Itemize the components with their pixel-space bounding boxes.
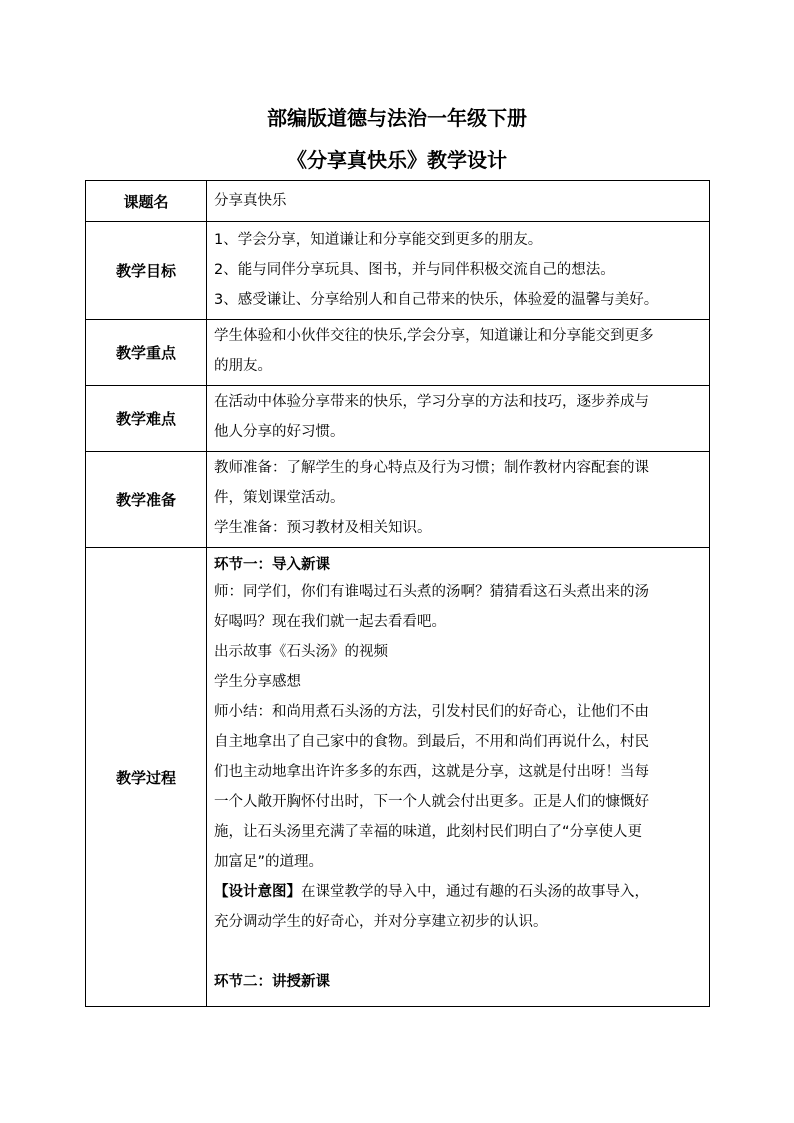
- row-key-points: [86, 320, 710, 386]
- process-line: 一个人敞开胸怀付出时，下一个人就会付出更多。正是人们的慷慨好: [214, 794, 649, 810]
- preparation-label: 教学准备: [86, 452, 207, 548]
- section2-heading: 环节二：讲授新课: [214, 974, 330, 990]
- difficulties-label: 教学难点: [86, 386, 207, 452]
- document-subtitle: 《分享真快乐》教学设计: [287, 148, 507, 172]
- process-line: 好喝吗？现在我们就一起去看看吧。: [214, 614, 446, 630]
- process-line: 自主地拿出了自己家中的食物。到最后，不用和尚们再说什么，村民: [214, 734, 649, 750]
- goals-content: [207, 222, 710, 320]
- design-intent-tag: 【设计意图】: [214, 884, 301, 900]
- preparation-line: 件，策划课堂活动。: [214, 490, 345, 506]
- key-points-content: [207, 320, 710, 386]
- lesson-plan-table: [85, 180, 710, 1007]
- difficulties-line: 在活动中体验分享带来的快乐，学习分享的方法和技巧，逐步养成与: [214, 394, 649, 410]
- design-intent-line: [214, 877, 703, 907]
- row-difficulties: [86, 386, 710, 452]
- key-points-label: 教学重点: [86, 320, 207, 386]
- row-preparation: [86, 452, 710, 548]
- topic-label: 课题名: [86, 181, 207, 222]
- process-line: 们也主动地拿出许许多多的东西，这就是分享，这就是付出呀！当每: [214, 764, 649, 780]
- process-line: 师：同学们，你们有谁喝过石头煮的汤啊？猜猜看这石头煮出来的汤: [214, 584, 649, 600]
- process-line: 加富足”的道理。: [214, 854, 324, 870]
- preparation-content: [207, 452, 710, 548]
- difficulties-content: [207, 386, 710, 452]
- preparation-line: 教师准备：了解学生的身心特点及行为习惯；制作教材内容配套的课: [214, 460, 649, 476]
- difficulties-line: 他人分享的好习惯。: [214, 424, 345, 440]
- process-content: [207, 548, 710, 1007]
- process-line: 师小结：和尚用煮石头汤的方法，引发村民们的好奇心，让他们不由: [214, 704, 649, 720]
- process-label: 教学过程: [86, 548, 207, 1007]
- goals-label: 教学目标: [86, 222, 207, 320]
- document-title: 部编版道德与法治一年级下册: [267, 106, 527, 130]
- process-line: 施，让石头汤里充满了幸福的味道，此刻村民们明白了“分享使人更: [214, 824, 643, 840]
- student-share-line: 学生分享感想: [214, 674, 301, 690]
- key-points-line: 学生体验和小伙伴交往的快乐,学会分享，知道谦让和分享能交到更多: [214, 328, 654, 344]
- row-topic: [86, 181, 710, 222]
- process-line: 充分调动学生的好奇心，并对分享建立初步的认识。: [214, 914, 548, 930]
- goal-item: 2、能与同伴分享玩具、图书，并与同伴积极交流自己的想法。: [214, 262, 615, 278]
- section1-heading: 环节一：导入新课: [214, 557, 330, 573]
- row-goals: [86, 222, 710, 320]
- preparation-line: 学生准备：预习教材及相关知识。: [214, 520, 432, 536]
- goal-item: 3、感受谦让、分享给别人和自己带来的快乐，体验爱的温馨与美好。: [214, 292, 659, 308]
- topic-value: 分享真快乐: [207, 181, 710, 222]
- design-intent-text: 在课堂教学的导入中，通过有趣的石头汤的故事导入，: [301, 884, 649, 900]
- blank-line: [214, 937, 703, 967]
- show-story-line: 出示故事《石头汤》的视频: [214, 644, 388, 660]
- key-points-line: 的朋友。: [214, 358, 272, 374]
- row-process: [86, 548, 710, 1007]
- goal-item: 1、学会分享，知道谦让和分享能交到更多的朋友。: [214, 232, 543, 248]
